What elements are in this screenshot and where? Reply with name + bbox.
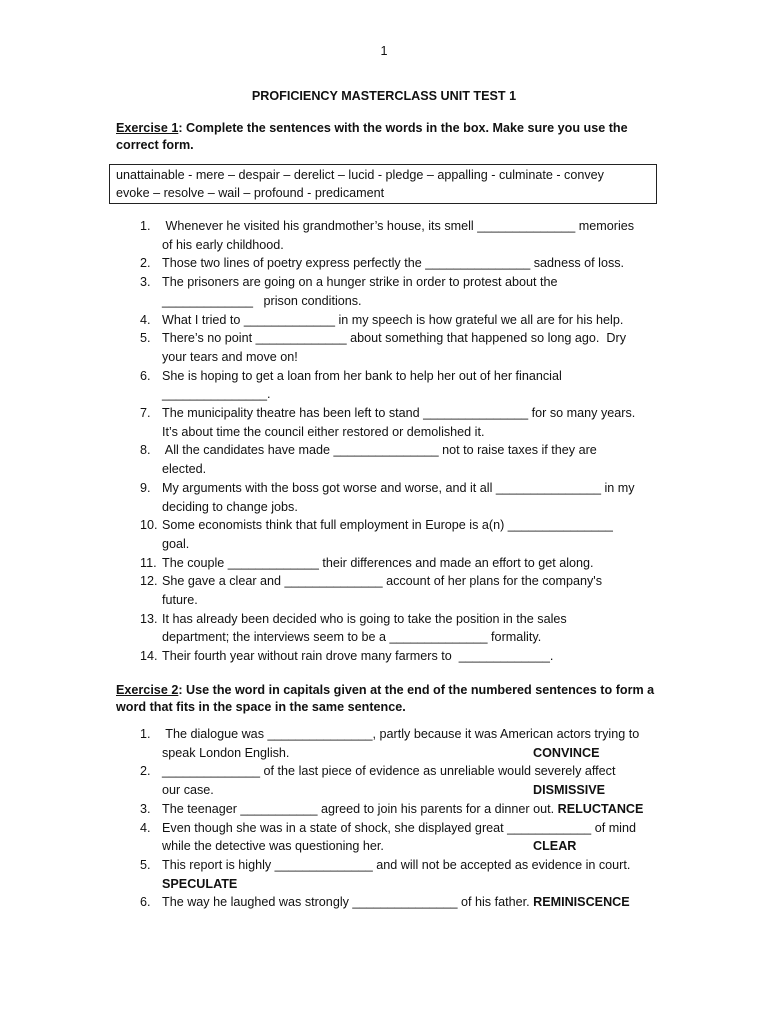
exercise1-list bbox=[116, 217, 656, 666]
item-number: 4. bbox=[140, 312, 151, 327]
item-line: The prisoners are going on a hunger strike in order to protest about the bbox=[162, 275, 558, 290]
item-number: 1. bbox=[140, 219, 151, 233]
exercise1-item bbox=[116, 254, 656, 273]
item-line: department; the interviews seem to be a ______________ formality. bbox=[162, 630, 542, 645]
item-number: 3. bbox=[140, 801, 151, 816]
exercise1-item bbox=[116, 516, 656, 553]
item-line: goal. bbox=[162, 536, 190, 551]
exercise1-instruction bbox=[116, 120, 656, 154]
exercise1-item bbox=[116, 572, 656, 609]
item-line: There’s no point _____________ about something that happened so long ago. Dry bbox=[162, 331, 626, 346]
item-text bbox=[162, 572, 656, 609]
item-text bbox=[162, 856, 656, 893]
item-line: _____________ prison conditions. bbox=[162, 293, 362, 308]
item-number: 2. bbox=[140, 764, 151, 779]
item-line: What I tried to _____________ in my speech is how grateful we all are for his help. bbox=[162, 312, 624, 327]
item-line: The way he laughed was strongly _______________ of his father. REMINISCENCE bbox=[162, 895, 630, 910]
item-line: our case. DISMISSIVE bbox=[162, 781, 656, 800]
exercise1-item bbox=[116, 610, 656, 647]
exercise2-item bbox=[116, 893, 656, 912]
exercise2-item bbox=[116, 800, 656, 819]
item-text bbox=[162, 273, 656, 310]
exercise1-item bbox=[116, 367, 656, 404]
keyword: RELUCTANCE bbox=[557, 801, 644, 816]
item-text bbox=[162, 217, 656, 254]
item-line: It has already been decided who is going to take the position in the sales bbox=[162, 611, 567, 626]
exercise2-instruction bbox=[116, 682, 656, 716]
item-text bbox=[162, 800, 656, 819]
exercise1-instruction-text: : Complete the sentences with the words in the box. Make sure you use the correct form. bbox=[116, 121, 628, 152]
item-number: 12. bbox=[140, 574, 158, 589]
item-number: 5. bbox=[140, 331, 151, 346]
item-number: 14. bbox=[140, 649, 158, 664]
item-line: Even though she was in a state of shock, she displayed great ____________ of mind bbox=[162, 820, 636, 835]
item-line: The dialogue was _______________, partly because it was American actors trying to bbox=[162, 727, 640, 741]
item-text bbox=[162, 479, 656, 516]
exercise1-item bbox=[116, 554, 656, 573]
item-line bbox=[162, 875, 656, 894]
exercise2-label: Exercise 2 bbox=[116, 683, 179, 697]
item-line: ______________ of the last piece of evidence as unreliable would severely affect bbox=[162, 764, 616, 779]
item-line: This report is highly ______________ and will not be accepted as evidence in court. bbox=[162, 857, 631, 872]
item-line: speak London English. CONVINCE bbox=[162, 744, 656, 763]
item-text bbox=[162, 647, 656, 666]
item-line: The teenager ___________ agreed to join his parents for a dinner out. RELUCTANCE bbox=[162, 801, 644, 816]
item-line: Their fourth year without rain drove many farmers to _____________. bbox=[162, 649, 554, 664]
item-text bbox=[162, 819, 656, 856]
exercise1-item bbox=[116, 647, 656, 666]
item-line: All the candidates have made _______________ not to raise taxes if they are bbox=[162, 443, 597, 458]
exercise2-list bbox=[116, 725, 656, 912]
item-line: The couple _____________ their differences and made an effort to get along. bbox=[162, 555, 594, 570]
item-text bbox=[162, 610, 656, 647]
item-number: 11. bbox=[140, 555, 157, 570]
word-box-line-1: unattainable - mere – despair – derelict – lucid - pledge – appalling - culminate - convey bbox=[116, 168, 604, 182]
item-text bbox=[162, 254, 656, 273]
exercise2-item bbox=[116, 819, 656, 856]
item-text bbox=[162, 441, 656, 478]
word-box bbox=[109, 164, 657, 204]
item-line: Some economists think that full employment in Europe is a(n) _______________ bbox=[162, 518, 613, 533]
item-number: 2. bbox=[140, 256, 151, 271]
keyword: CLEAR bbox=[533, 839, 577, 854]
item-text bbox=[162, 367, 656, 404]
page-number: 1 bbox=[380, 44, 388, 58]
exercise1-item bbox=[116, 273, 656, 310]
item-line: _______________. bbox=[162, 387, 271, 402]
keyword: DISMISSIVE bbox=[533, 783, 606, 798]
item-number: 8. bbox=[140, 443, 151, 458]
item-line: future. bbox=[162, 593, 198, 608]
exercise1-item bbox=[116, 441, 656, 478]
item-line: My arguments with the boss got worse and worse, and it all _______________ in my bbox=[162, 480, 635, 495]
exercise1-item bbox=[116, 217, 656, 254]
item-line: It’s about time the council either restored or demolished it. bbox=[162, 424, 485, 439]
item-line: deciding to change jobs. bbox=[162, 499, 298, 514]
exercise2-item bbox=[116, 725, 656, 762]
test-title: PROFICIENCY MASTERCLASS UNIT TEST 1 bbox=[251, 89, 517, 103]
item-text bbox=[162, 311, 656, 330]
item-number: 13. bbox=[140, 611, 158, 626]
item-text bbox=[162, 329, 656, 366]
item-text bbox=[162, 893, 656, 912]
exercise1-item bbox=[116, 311, 656, 330]
item-number: 6. bbox=[140, 368, 151, 383]
item-line: Those two lines of poetry express perfectly the _______________ sadness of loss. bbox=[162, 256, 625, 271]
exercise1-item bbox=[116, 479, 656, 516]
item-line: elected. bbox=[162, 462, 207, 477]
item-line: your tears and move on! bbox=[162, 349, 298, 364]
item-line: She gave a clear and ______________ account of her plans for the company's bbox=[162, 574, 603, 589]
exercise2-instruction-text: : Use the word in capitals given at the end of the numbered sentences to form a word that fits in the space in the same sentence. bbox=[116, 683, 655, 714]
word-box-line-2: evoke – resolve – wail – profound - predicament bbox=[116, 186, 385, 200]
exercise2-item bbox=[116, 762, 656, 799]
item-text bbox=[162, 554, 656, 573]
item-text bbox=[162, 762, 656, 799]
item-line: while the detective was questioning her. CLEAR bbox=[162, 837, 656, 856]
item-line: of his early childhood. bbox=[162, 237, 284, 252]
item-number: 3. bbox=[140, 275, 151, 290]
keyword: SPECULATE bbox=[162, 876, 238, 891]
exercise1-item bbox=[116, 329, 656, 366]
item-text bbox=[162, 404, 656, 441]
item-number: 1. bbox=[140, 727, 151, 741]
item-number: 10. bbox=[140, 518, 158, 533]
item-line: The municipality theatre has been left to stand _______________ for so many years. bbox=[162, 406, 636, 421]
item-text bbox=[162, 725, 656, 762]
exercise1-label: Exercise 1 bbox=[116, 121, 179, 135]
item-number: 6. bbox=[140, 895, 151, 910]
keyword: CONVINCE bbox=[533, 745, 600, 760]
item-line: Whenever he visited his grandmother’s house, its smell ______________ memories bbox=[162, 219, 635, 233]
item-number: 9. bbox=[140, 480, 151, 495]
exercise2-item bbox=[116, 856, 656, 893]
item-number: 4. bbox=[140, 820, 151, 835]
item-number: 5. bbox=[140, 857, 151, 872]
item-line: She is hoping to get a loan from her bank to help her out of her financial bbox=[162, 368, 562, 383]
keyword: REMINISCENCE bbox=[533, 895, 630, 910]
item-text bbox=[162, 516, 656, 553]
item-number: 7. bbox=[140, 406, 151, 421]
exercise1-item bbox=[116, 404, 656, 441]
